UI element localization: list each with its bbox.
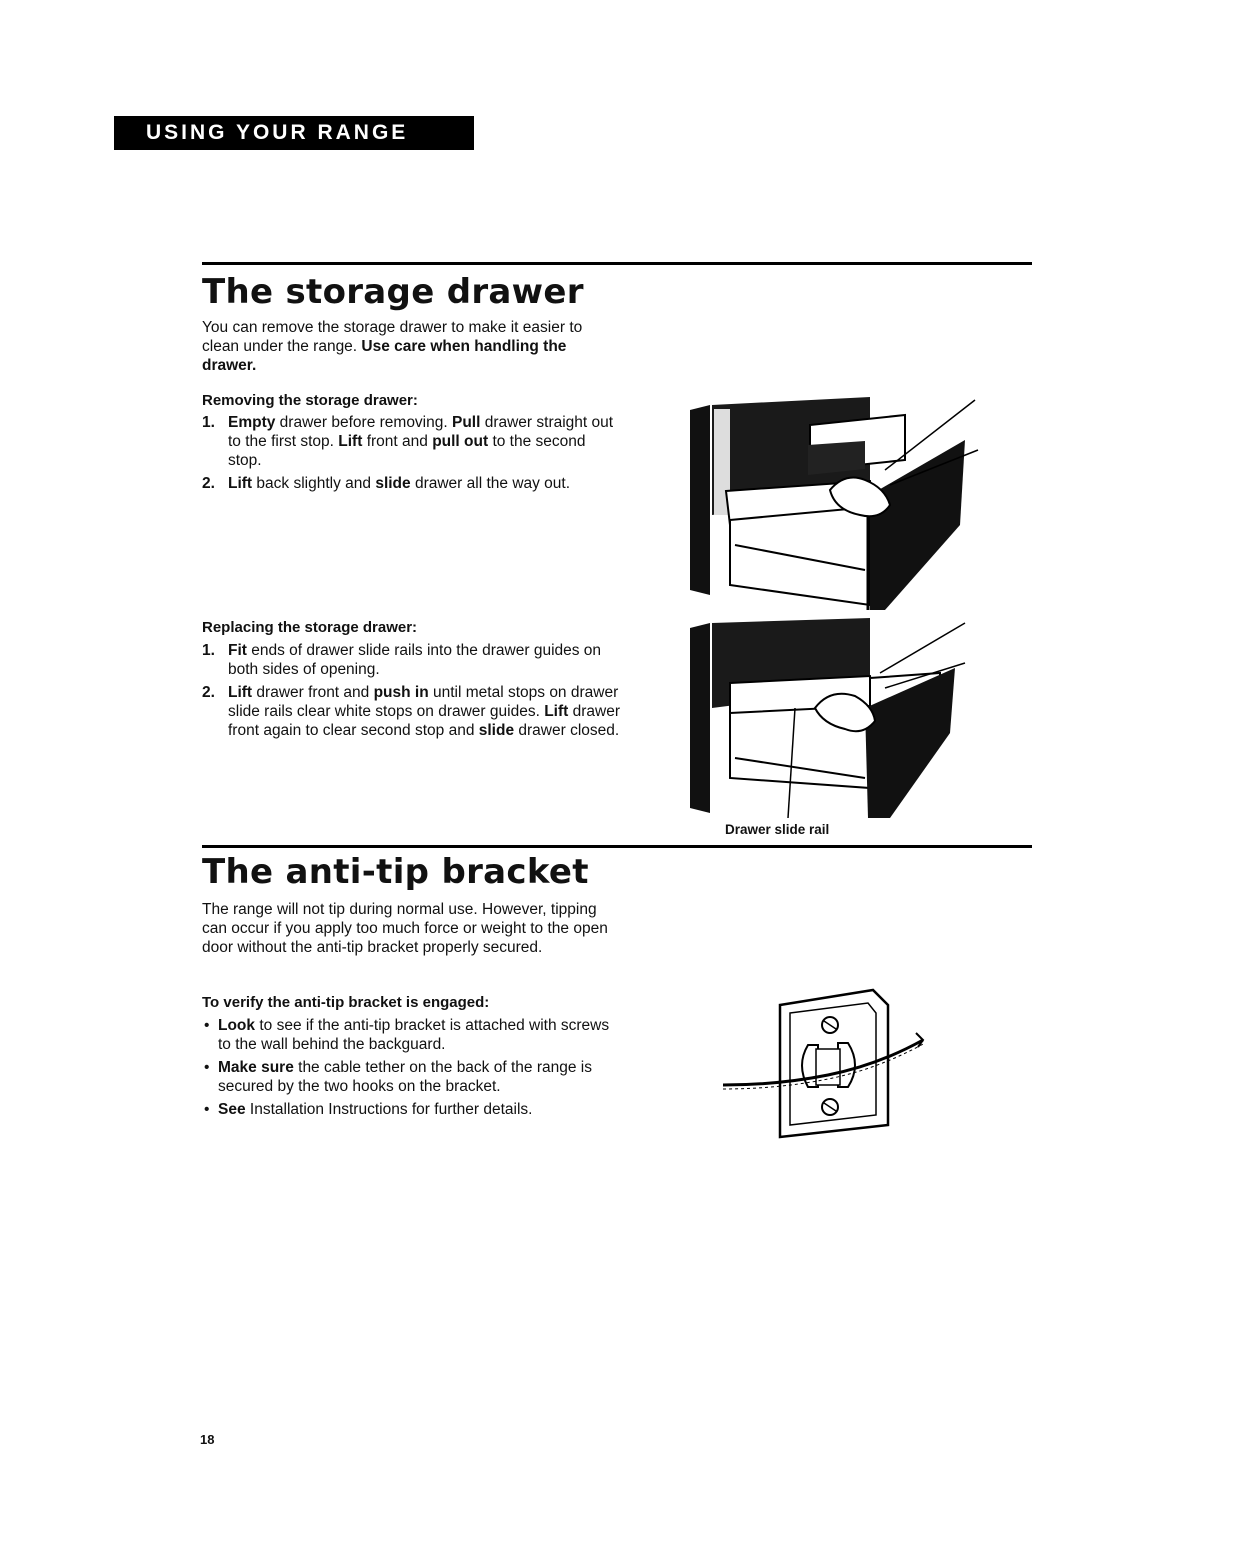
- section-divider-middle: [202, 845, 1032, 848]
- emphasis-text: slide: [478, 722, 515, 739]
- section-header-bar: [114, 116, 474, 150]
- step-number: 1.: [202, 642, 215, 659]
- step-number: 1.: [202, 414, 215, 431]
- bullet-icon: •: [204, 1059, 210, 1076]
- storage-drawer-title: The storage drawer: [202, 272, 584, 312]
- drawer-replacement-illustration: [690, 618, 980, 818]
- emphasis-text: Lift: [544, 703, 569, 720]
- emphasis-text: Make sure: [218, 1059, 294, 1076]
- bullet-icon: •: [204, 1017, 210, 1034]
- section-divider-top: [202, 262, 1032, 265]
- emphasis-text: Pull: [451, 414, 481, 431]
- step-number: 2.: [202, 475, 215, 492]
- drawer-removal-illustration: [690, 395, 980, 615]
- bullet-item: • Make sure the cable tether on the back of the range is secured by the two hooks on the bracket.: [204, 1059, 592, 1095]
- storage-intro-caution: Use care when handling the drawer.: [202, 338, 567, 374]
- section-header-label: USING YOUR RANGE: [146, 121, 409, 144]
- removing-steps-list: [202, 413, 622, 497]
- anti-tip-intro: The range will not tip during normal use. However, tipping can occur if you apply too much force or weight to the open door without the anti-tip bracket properly secured.: [202, 901, 608, 956]
- emphasis-text: pull out: [432, 433, 489, 450]
- replacing-steps-list: [202, 641, 622, 744]
- bullet-item: • See Installation Instructions for further details.: [204, 1101, 533, 1118]
- removing-heading: Removing the storage drawer:: [202, 392, 418, 409]
- step-item: 1. Empty drawer before removing. Pull drawer straight out to the first stop. Lift front and pull out to the second stop.: [202, 414, 614, 469]
- emphasis-text: Fit: [228, 642, 247, 659]
- page-number: 18: [200, 1432, 215, 1447]
- drawer-slide-rail-caption: Drawer slide rail: [725, 822, 830, 837]
- anti-tip-bracket-illustration: [718, 985, 928, 1140]
- step-item: 2. Lift back slightly and slide drawer all the way out.: [202, 475, 571, 492]
- anti-tip-bracket-title: The anti-tip bracket: [202, 852, 589, 892]
- verify-heading: To verify the anti-tip bracket is engaged:: [202, 994, 490, 1011]
- emphasis-text: Empty: [228, 414, 276, 431]
- step-item: 2. Lift drawer front and push in until metal stops on drawer slide rails clear white stops on drawer guides. Lift drawer front again to clear second stop and slide drawer closed.: [202, 684, 620, 739]
- step-item: 1. Fit ends of drawer slide rails into the drawer guides on both sides of opening.: [202, 642, 602, 678]
- emphasis-text: push in: [373, 684, 429, 701]
- verify-bullets-list: [202, 1016, 622, 1123]
- bullet-item: • Look to see if the anti-tip bracket is attached with screws to the wall behind the backguard.: [204, 1017, 610, 1053]
- step-number: 2.: [202, 684, 215, 701]
- emphasis-text: Lift: [228, 475, 253, 492]
- bullet-icon: •: [204, 1101, 210, 1118]
- emphasis-text: Look: [218, 1017, 256, 1034]
- emphasis-text: Lift: [228, 684, 253, 701]
- emphasis-text: Lift: [338, 433, 363, 450]
- emphasis-text: See: [218, 1101, 246, 1118]
- storage-intro-text: You can remove the storage drawer to make it easier to clean under the range.: [202, 319, 583, 355]
- replacing-heading: Replacing the storage drawer:: [202, 619, 418, 636]
- emphasis-text: slide: [375, 475, 411, 492]
- storage-drawer-intro: [202, 318, 622, 375]
